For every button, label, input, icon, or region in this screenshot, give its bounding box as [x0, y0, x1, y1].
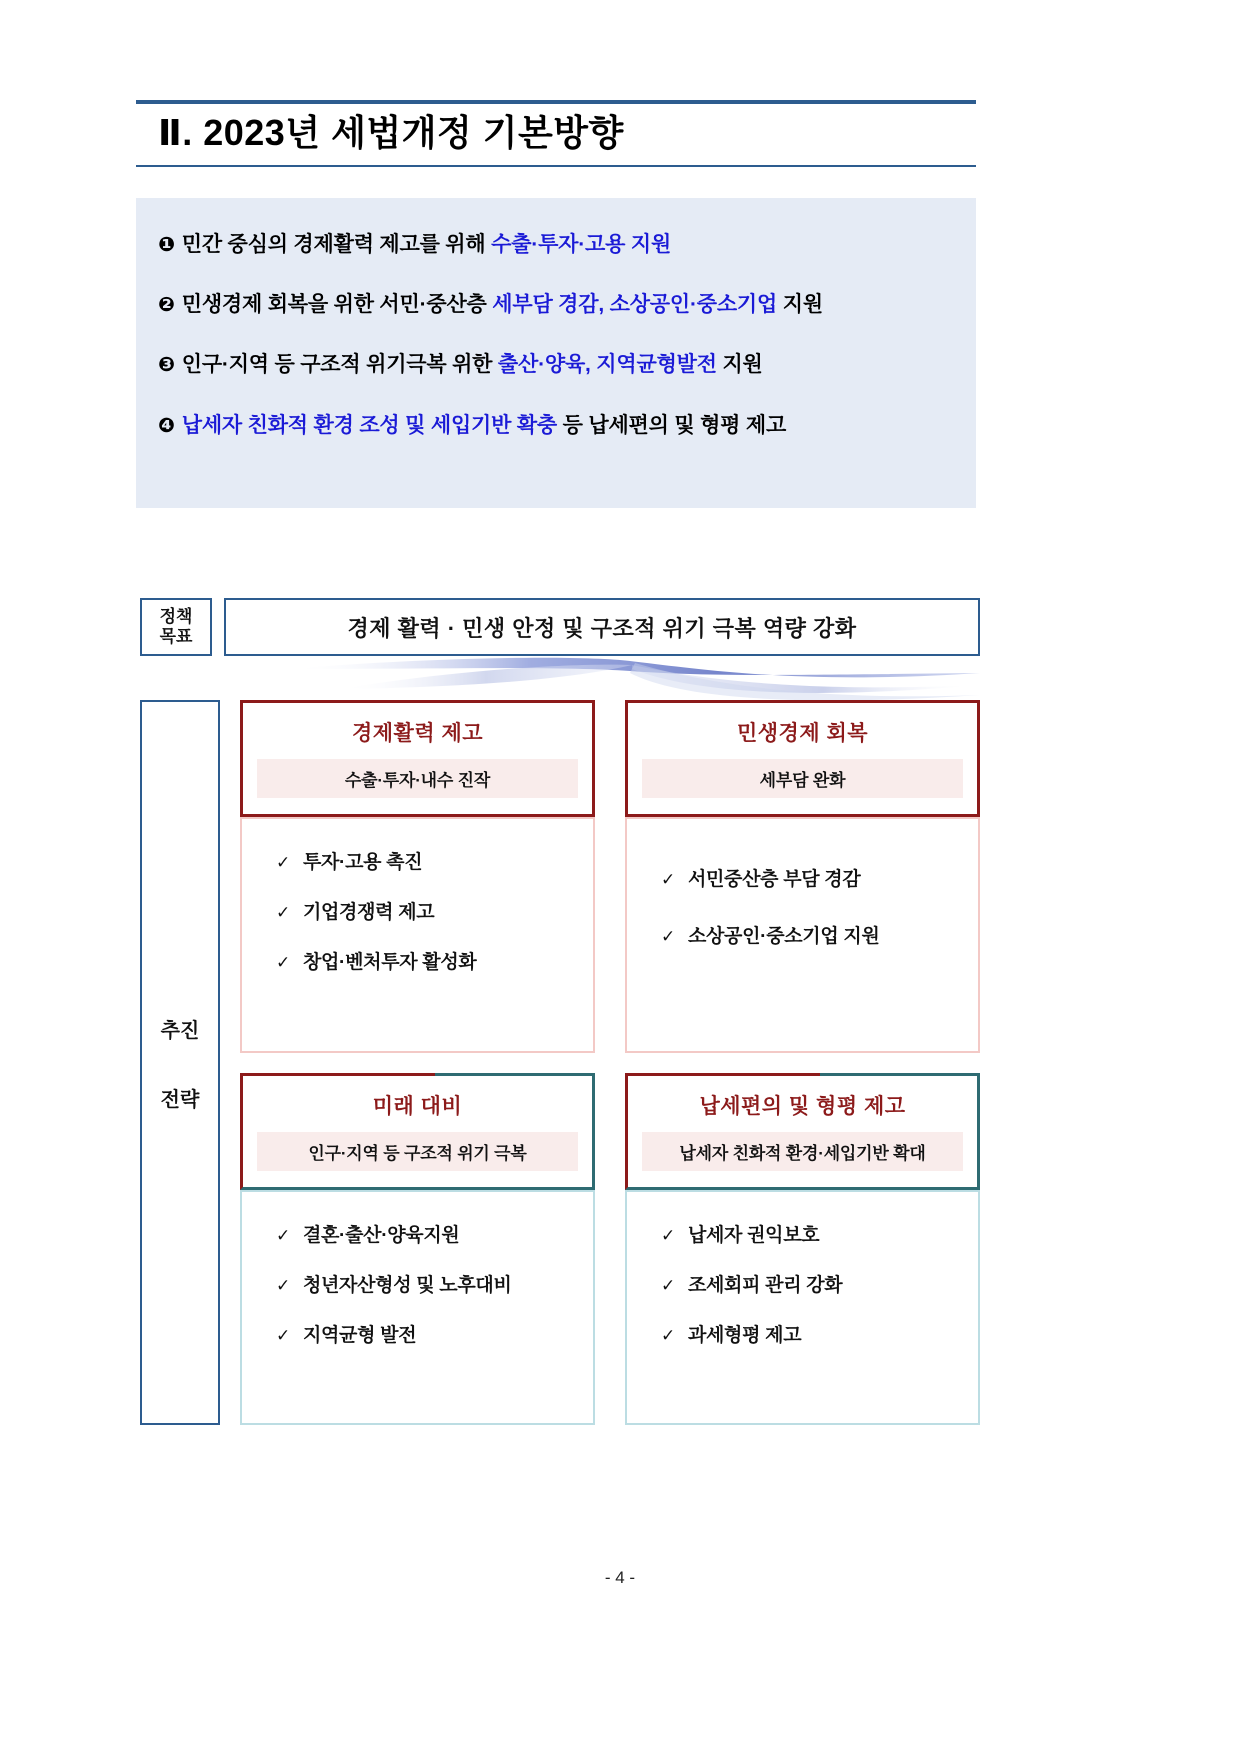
- list-item-label: 조세회피 관리 강화: [687, 1274, 843, 1296]
- page-title: Ⅱ. 2023년 세법개정 기본방향: [158, 112, 624, 153]
- intro-item-1: [158, 232, 956, 257]
- strategy-side-label: [140, 700, 220, 1425]
- strategy-section: [140, 700, 980, 1425]
- strategy-card-livelihood-recovery: [625, 700, 980, 1053]
- list-item-label: 결혼·출산·양육지원: [302, 1224, 460, 1246]
- card-header: [625, 1073, 980, 1190]
- list-item-label: 창업·벤처투자 활성화: [302, 952, 477, 973]
- check-icon: ✓: [276, 853, 290, 872]
- check-icon: ✓: [276, 953, 290, 972]
- intro-number-4: ❹: [158, 414, 175, 437]
- policy-goal-label-line2: 목표: [159, 627, 193, 646]
- intro-highlight-box: [136, 198, 976, 508]
- strategy-card-grid: [240, 700, 980, 1425]
- check-icon: ✓: [661, 1225, 675, 1245]
- card-title: 납세편의 및 형평 제고: [699, 1094, 906, 1118]
- list-item-label: 투자·고용 촉진: [302, 852, 423, 873]
- strategy-side-label-line2: 전략: [160, 1088, 200, 1111]
- card-subtitle: 수출·투자·내수 진작: [257, 759, 578, 798]
- card-header: [240, 700, 595, 817]
- title-rule-bottom: [136, 165, 976, 167]
- check-icon: ✓: [276, 1275, 290, 1295]
- card-subtitle: 납세자 친화적 환경·세입기반 확대: [642, 1132, 963, 1171]
- list-item-label: 소상공인·중소기업 지원: [687, 926, 880, 947]
- intro-text-black-1: 민간 중심의 경제활력 제고를 위해: [181, 233, 492, 256]
- intro-number-3: ❸: [158, 354, 175, 377]
- intro-text-blue-3: 출산·양육, 지역균형발전: [497, 353, 717, 377]
- intro-text-blue-1: 수출·투자·고용 지원: [491, 233, 672, 256]
- policy-goal-row: [140, 598, 980, 656]
- list-item: [661, 1220, 968, 1247]
- list-item-label: 기업경쟁력 제고: [302, 902, 435, 923]
- list-item-label: 납세자 권익보호: [687, 1224, 820, 1246]
- intro-text-black-2: 민생경제 회복을 위한 서민·중산층: [181, 293, 493, 317]
- list-item: [661, 921, 968, 948]
- intro-text-blue-2: 세부담 경감, 소상공인·중소기업: [492, 293, 778, 317]
- list-item: [661, 1270, 968, 1297]
- list-item: [276, 847, 583, 874]
- list-item: [276, 1220, 583, 1247]
- check-icon: ✓: [276, 1325, 290, 1345]
- check-icon: ✓: [661, 1325, 675, 1345]
- card-body: [625, 1190, 980, 1426]
- intro-text-black-3: 인구·지역 등 구조적 위기극복 위한: [181, 353, 498, 377]
- list-item-label: 서민중산층 부담 경감: [687, 869, 861, 890]
- strategy-card-future-preparation: [240, 1073, 595, 1426]
- intro-item-3: [158, 352, 956, 377]
- intro-text-black-3b: 지원: [716, 353, 763, 377]
- intro-item-4: [158, 413, 956, 438]
- list-item: [276, 1320, 583, 1347]
- card-title: 미래 대비: [372, 1094, 463, 1118]
- intro-number-1: ❶: [158, 234, 175, 256]
- intro-item-2: [158, 292, 956, 317]
- policy-goal-label-line1: 정책: [159, 607, 193, 627]
- policy-goal-label: [140, 598, 212, 656]
- card-header: [240, 1073, 595, 1190]
- list-item-label: 청년자산형성 및 노후대비: [302, 1274, 512, 1296]
- list-item: [276, 947, 583, 974]
- card-title: 민생경제 회복: [736, 722, 869, 745]
- check-icon: ✓: [276, 1225, 290, 1245]
- check-icon: ✓: [661, 927, 675, 946]
- list-item: [276, 1270, 583, 1297]
- list-item: [661, 864, 968, 891]
- list-item-label: 과세형평 제고: [687, 1324, 802, 1346]
- strategy-card-economic-vitality: [240, 700, 595, 1053]
- card-subtitle: 세부담 완화: [642, 759, 963, 798]
- strategy-card-taxpayer-convenience: [625, 1073, 980, 1426]
- intro-text-black-4b: 등 납세편의 및 형평 제고: [557, 413, 787, 437]
- page-number: - 4 -: [604, 1568, 636, 1587]
- page-title-block: [136, 100, 976, 167]
- card-header: [625, 700, 980, 817]
- policy-goal-statement: 경제 활력 · 민생 안정 및 구조적 위기 극복 역량 강화: [224, 598, 980, 656]
- strategy-side-label-line1: 추진: [160, 1019, 200, 1042]
- card-title: 경제활력 제고: [351, 722, 484, 745]
- card-body: [240, 817, 595, 1053]
- card-subtitle: 인구·지역 등 구조적 위기 극복: [257, 1132, 578, 1171]
- list-item: [661, 1320, 968, 1347]
- card-body: [240, 1190, 595, 1426]
- check-icon: ✓: [276, 903, 290, 922]
- list-item: [276, 897, 583, 924]
- check-icon: ✓: [661, 870, 675, 889]
- check-icon: ✓: [661, 1275, 675, 1295]
- list-item-label: 지역균형 발전: [302, 1324, 417, 1346]
- intro-text-black-2b: 지원: [777, 293, 823, 317]
- card-body: [625, 817, 980, 1053]
- intro-number-2: ❷: [158, 294, 175, 317]
- intro-text-blue-4: 납세자 친화적 환경 조성 및 세입기반 확충: [181, 413, 558, 437]
